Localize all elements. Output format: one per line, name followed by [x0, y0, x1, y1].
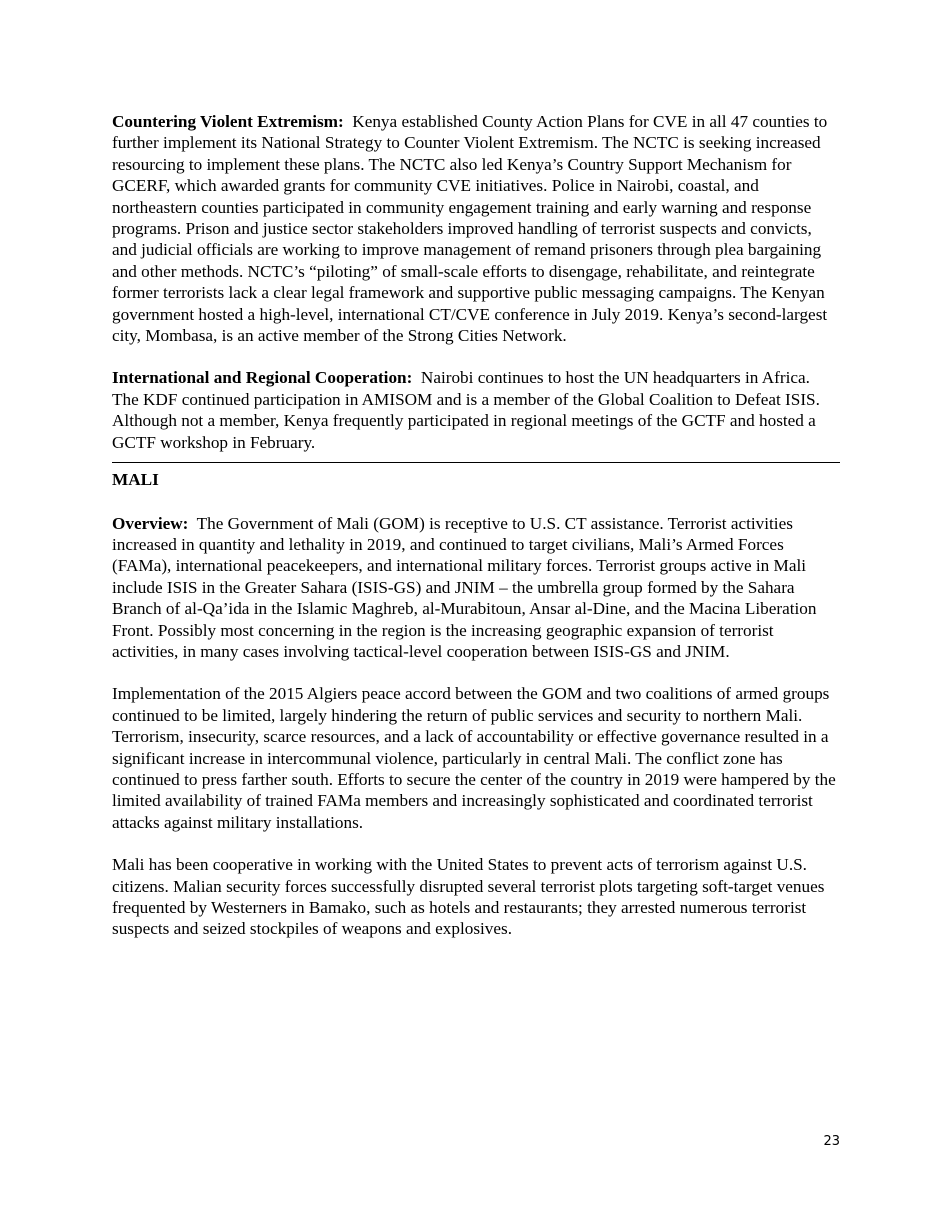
paragraph-us-cooperation — [112, 854, 840, 940]
paragraph-text: Mali has been cooperative in working with the United States to prevent acts of terrorism against U.S. citizens. Malian security forces successfully disrupted several terrorist plots targeting soft-target venues frequented by Westerners in Bamako, such as hotels and restaurants; they arrested numerous terrorist suspects and seized stockpiles of weapons and explosives. — [112, 855, 825, 939]
paragraph-text: Nairobi continues to host the UN headquarters in Africa. The KDF continued participation in AMISOM and is a member of the Global Coalition to Defeat ISIS. Although not a member, Kenya frequently participated in regional meetings of the GCTF and hosted a GCTF workshop in February. — [112, 368, 820, 452]
paragraph-countering-violent-extremism — [112, 111, 840, 346]
paragraph-lead: International and Regional Cooperation: — [112, 368, 413, 388]
paragraph-lead: Countering Violent Extremism: — [112, 112, 344, 131]
paragraph-text: The Government of Mali (GOM) is receptive to U.S. CT assistance. Terrorist activities increased in quantity and lethality in 2019, and continued to target civilians, Mali’s Armed Forces (FAMa), international peacekeepers, and international military forces. Terrorist groups active in Mali include ISIS in the Greater Sahara (ISIS-GS) and JNIM – the umbrella group formed by the Sahara Branch of al-Qa’ida in the Islamic Maghreb, al-Murabitoun, Ansar al-Dine, and the Macina Liberation Front. Possibly most concerning in the region is the increasing geographic expansion of terrorist activities, in many cases involving tactical-level cooperation between ISIS-GS and JNIM. — [112, 513, 817, 661]
page-number: 23 — [823, 1134, 840, 1149]
section-divider — [112, 462, 840, 463]
page-content — [112, 111, 840, 961]
country-heading: MALI — [112, 470, 159, 490]
paragraph-text: Kenya established County Action Plans for CVE in all 47 counties to further implement its National Strategy to Counter Violent Extremism. The NCTC is seeking increased resourcing to implement these plans. The NCTC also led Kenya’s Country Support Mechanism for GCERF, which awarded grants for community CVE initiatives. Police in Nairobi, coastal, and northeastern counties participated in community engagement training and early warning and response programs. Prison and justice sector stakeholders improved handling of terrorist suspects and convicts, and judicial officials are working to improve management of remand prisoners through plea bargaining and other methods. NCTC’s “piloting” of small-scale efforts to disengage, rehabilitate, and reintegrate former terrorists lack a clear legal framework and supportive public messaging campaigns. The Kenyan government hosted a high-level, international CT/CVE conference in July 2019. Kenya’s second-largest city, Mombasa, is an active member of the Strong Cities Network. — [112, 112, 828, 346]
paragraph-peace-accord — [112, 683, 840, 833]
paragraph-lead: Overview: — [112, 513, 189, 533]
paragraph-international-regional-cooperation — [112, 367, 840, 453]
paragraph-text: Implementation of the 2015 Algiers peace accord between the GOM and two coalitions of armed groups continued to be limited, largely hindering the return of public services and security to northern Mali. Terrorism, insecurity, scarce resources, and a lack of accountability or effective governance resulted in a significant increase in intercommunal violence, particularly in central Mali. The conflict zone has continued to press farther south. Efforts to secure the center of the country in 2019 were hampered by the limited availability of trained FAMa members and increasingly sophisticated and coordinated terrorist attacks against military installations. — [112, 684, 836, 832]
paragraph-overview — [112, 513, 840, 663]
